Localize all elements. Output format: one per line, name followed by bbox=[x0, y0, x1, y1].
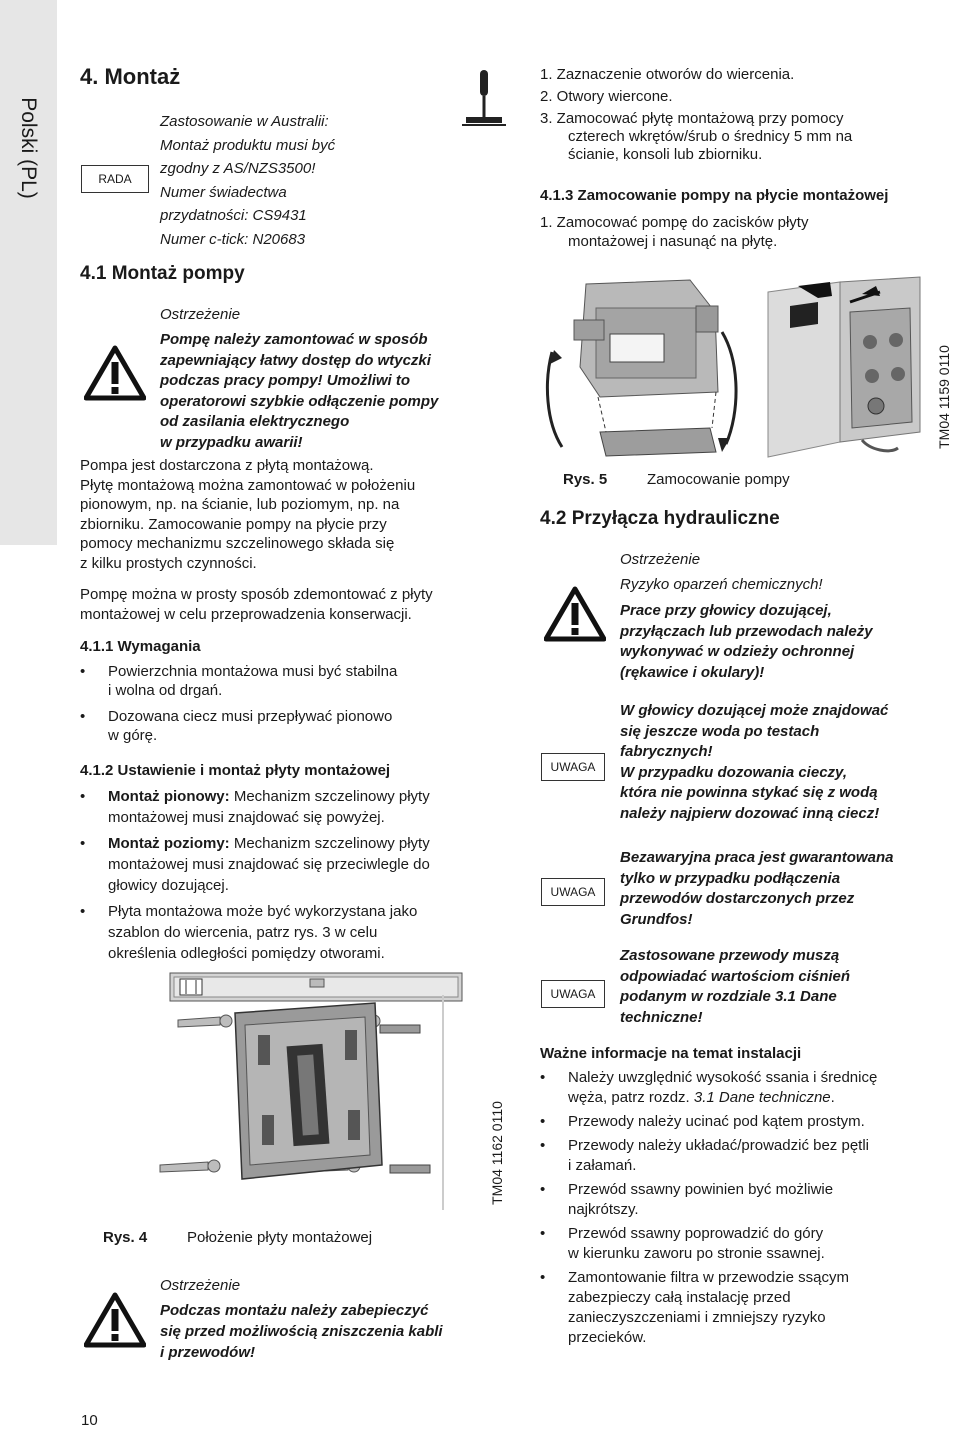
list-item: • Powierzchnia montażowa musi być stabilna i wolna od drgań. bbox=[80, 662, 500, 700]
warning-title: Ostrzeżenie bbox=[160, 1277, 241, 1294]
figure-5-caption: Zamocowanie pompy bbox=[647, 471, 790, 488]
list-item: • Zamontowanie filtra w przewodzie ssącym zabezpieczy całą instalację przed zanieczyszczeniami i zmniejszy ryzyko przecieków. bbox=[540, 1268, 950, 1348]
setup-list bbox=[80, 786, 510, 968]
warning-title: Ostrzeżenie bbox=[160, 306, 241, 323]
list-item: 1. Zaznaczenie otworów do wiercenia. bbox=[540, 66, 795, 83]
figure-4-code: TM04 1162 0110 bbox=[489, 1101, 505, 1205]
list-item: 3. Zamocować płytę montażową przy pomocy czterech wkrętów/śrub o średnicy 5 mm na ścianie, konsoli lub zbiorniku. bbox=[540, 110, 853, 163]
warning-triangle-icon bbox=[544, 586, 606, 642]
list-item: 2. Otwory wiercone. bbox=[540, 88, 673, 105]
warning-triangle-icon bbox=[84, 345, 146, 401]
uwaga-note: Bezawaryjna praca jest gwarantowana tylko w przypadku podłączenia przewodów dostarczonych przez Grundfos! bbox=[620, 849, 894, 928]
list-item: • Przewód ssawny poprowadzić do góry w kierunku zaworu po stronie ssawnej. bbox=[540, 1224, 950, 1264]
list-item: • Dozowana ciecz musi przepływać pionowo w górę. bbox=[80, 707, 500, 745]
figure-5-code: TM04 1159 0110 bbox=[936, 345, 952, 449]
language-side-tab bbox=[0, 0, 57, 545]
list-item: • Przewód ssawny powinien być możliwie najkrótszy. bbox=[540, 1180, 950, 1220]
section-heading-4-2: 4.2 Przyłącza hydrauliczne bbox=[540, 508, 780, 529]
uwaga-note: W głowicy dozującej może znajdować się jeszcze woda po testach fabrycznych! W przypadku dozowania cieczy, która nie powinna stykać się z wodą należy najpierw dozować inną ciecz! bbox=[620, 702, 889, 822]
screwdriver-icon bbox=[460, 68, 508, 130]
warning-text: Pompę należy zamontować w sposób zapewniający łatwy dostęp do wtyczki podczas pracy pompy! Umożliwi to operatorowi szybkie odłączenie pompy od zasilania elektrycznego w przypadku awarii! bbox=[160, 331, 439, 451]
page-number: 10 bbox=[81, 1412, 98, 1429]
section-heading-4: 4. Montaż bbox=[80, 64, 181, 89]
list-item: • Płyta montażowa może być wykorzystana jako szablon do wiercenia, patrz rys. 3 w celu określenia odległości pomiędzy otworami. bbox=[80, 901, 510, 964]
warning-text: Podczas montażu należy zabepieczyć się przed możliwością zniszczenia kabli i przewodów! bbox=[160, 1302, 443, 1361]
warning-triangle-icon bbox=[84, 1292, 146, 1348]
mount-pump-step: 1. Zamocować pompę do zacisków płyty montażowej i nasunąć na płytę. bbox=[540, 214, 809, 250]
warning-subtitle: Ryzyko oparzeń chemicznych! bbox=[620, 576, 823, 593]
maintenance-paragraph: Pompę można w prosty sposób zdemontować z płyty montażowej w celu przeprowadzenia konserwacji. bbox=[80, 586, 433, 623]
section-heading-4-1-1: 4.1.1 Wymagania bbox=[80, 638, 201, 655]
list-item: • Montaż pionowy: Mechanizm szczelinowy płyty montażowej musi znajdować się powyżej. bbox=[80, 786, 510, 828]
uwaga-badge: UWAGA bbox=[541, 980, 605, 1008]
uwaga-badge: UWAGA bbox=[541, 753, 605, 781]
list-item: • Należy uwzględnić wysokość ssania i średnicę węża, patrz rozdz. 3.1 Dane techniczne. bbox=[540, 1068, 950, 1108]
uwaga-badge: UWAGA bbox=[541, 878, 605, 906]
intro-paragraph: Pompa jest dostarczona z płytą montażową. Płytę montażową można zamontować w położeniu pionowym, np. na ścianie, lub poziomym, np. na zbiorniku. Zamocowanie pompy na płycie przy pomocy mechanizmu szczelinowego składa się z kilku prostych czynności. bbox=[80, 457, 416, 572]
requirements-list bbox=[80, 662, 500, 749]
figure-4-label: Rys. 4 bbox=[103, 1229, 148, 1246]
rada-note: Zastosowanie w Australii: Montaż produktu musi być zgodny z AS/NZS3500! Numer świadectwa przydatności: CS9431 Numer c-tick: N20683 bbox=[160, 113, 336, 248]
drilling-steps bbox=[540, 66, 852, 164]
installation-info-heading: Ważne informacje na temat instalacji bbox=[540, 1045, 802, 1062]
pump-mounting-illustration bbox=[540, 272, 930, 467]
mounting-plate-illustration bbox=[150, 965, 480, 1220]
language-tab-label: Polski (PL) bbox=[17, 97, 40, 199]
section-heading-4-1-3: 4.1.3 Zamocowanie pompy na płycie montażowej bbox=[540, 187, 889, 204]
section-heading-4-1-2: 4.1.2 Ustawienie i montaż płyty montażowej bbox=[80, 762, 391, 779]
rada-badge: RADA bbox=[81, 165, 149, 193]
installation-info-list bbox=[540, 1068, 950, 1352]
figure-5-label: Rys. 5 bbox=[563, 471, 608, 488]
list-item: • Przewody należy układać/prowadzić bez pętli i załamań. bbox=[540, 1136, 950, 1176]
list-item: • Przewody należy ucinać pod kątem prostym. bbox=[540, 1112, 950, 1132]
uwaga-note: Zastosowane przewody muszą odpowiadać wartościom ciśnień podanym w rozdziale 3.1 Dane techniczne! bbox=[620, 947, 851, 1026]
warning-text: Prace przy głowicy dozującej, przyłączach lub przewodach należy wykonywać w odzieży ochronnej (rękawice i okulary)! bbox=[620, 602, 873, 681]
warning-title: Ostrzeżenie bbox=[620, 551, 701, 568]
list-item: • Montaż poziomy: Mechanizm szczelinowy płyty montażowej musi znajdować się przeciwlegle do głowicy dozującej. bbox=[80, 833, 510, 896]
section-heading-4-1: 4.1 Montaż pompy bbox=[80, 263, 245, 284]
figure-4-caption: Położenie płyty montażowej bbox=[187, 1229, 373, 1246]
